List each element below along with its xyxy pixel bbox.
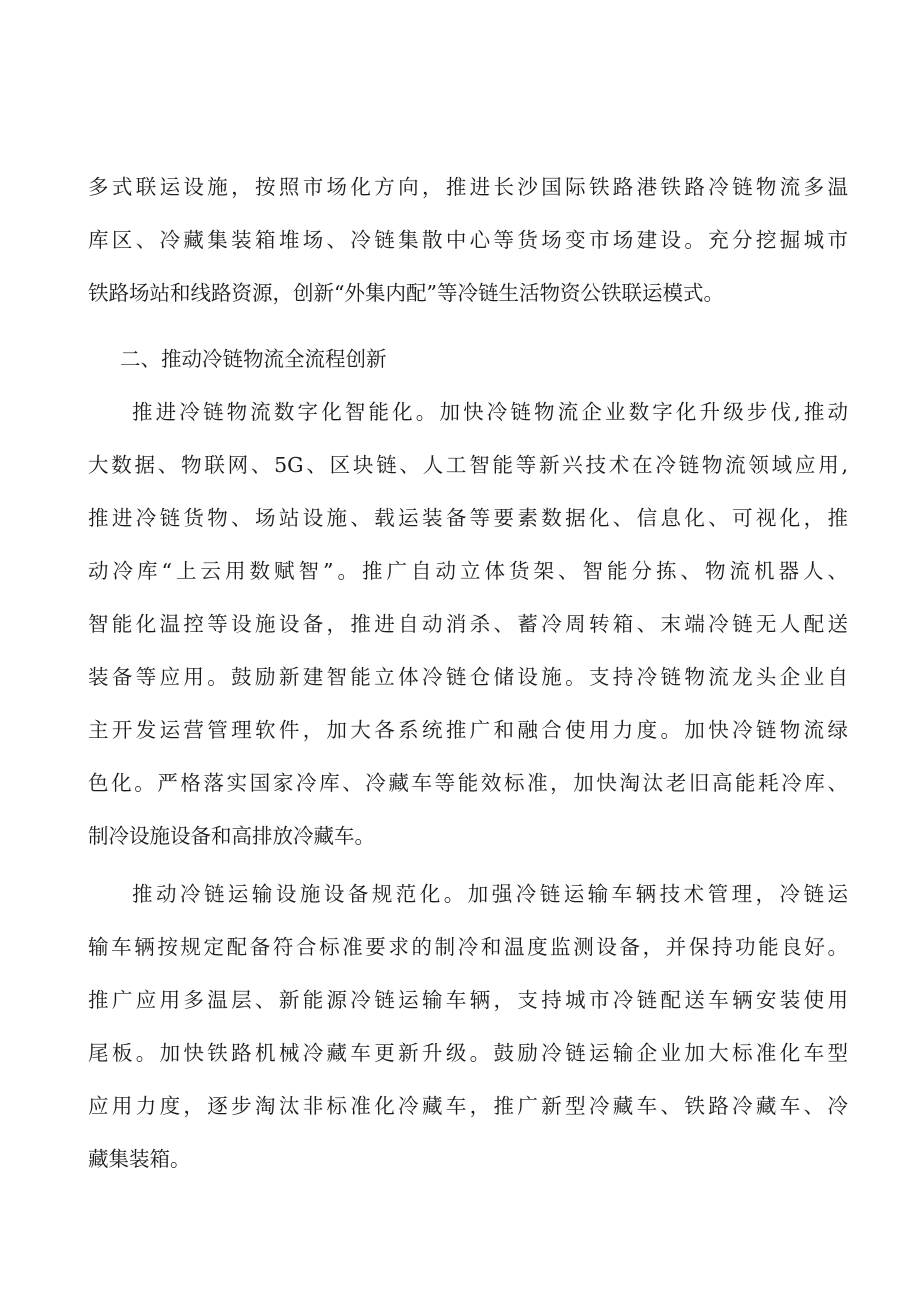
paragraph-line: 推广应用多温层、新能源冷链运输车辆，支持城市冷链配送车辆安装使用 — [88, 988, 848, 1012]
paragraph-line: 推进冷链货物、场站设施、载运装备等要素数据化、信息化、可视化，推 — [88, 506, 848, 530]
paragraph-line: 铁路场站和线路资源，创新“外集内配”等冷链生活物资公铁联运模式。 — [88, 281, 724, 305]
paragraph-line: 尾板。加快铁路机械冷藏车更新升级。鼓励冷链运输企业加大标准化车型 — [88, 1041, 848, 1065]
paragraph-line: 智能化温控等设施设备，推进自动消杀、蓄冷周转箱、末端冷链无人配送 — [88, 612, 848, 636]
paragraph-line: 色化。严格落实国家冷库、冷藏车等能效标准，加快淘汰老旧高能耗冷库、 — [88, 771, 848, 795]
paragraph-line: 藏集装箱。 — [88, 1147, 191, 1171]
paragraph-line: 应用力度，逐步淘汰非标准化冷藏车，推广新型冷藏车、铁路冷藏车、冷 — [88, 1094, 848, 1118]
paragraph-line: 库区、冷藏集装箱堆场、冷链集散中心等货场变市场建设。充分挖掘城市 — [88, 228, 848, 252]
section-heading: 二、推动冷链物流全流程创新 — [120, 347, 387, 371]
paragraph-line: 装备等应用。鼓励新建智能立体冷链仓储设施。支持冷链物流龙头企业自 — [88, 665, 848, 689]
paragraph-line: 大数据、物联网、5G、区块链、人工智能等新兴技术在冷链物流领域应用, — [88, 453, 848, 477]
paragraph-line: 动冷库“上云用数赋智”。推广自动立体货架、智能分拣、物流机器人、 — [88, 559, 848, 583]
paragraph-line: 推进冷链物流数字化智能化。加快冷链物流企业数字化升级步伐,推动 — [132, 400, 848, 424]
paragraph-line: 多式联运设施，按照市场化方向，推进长沙国际铁路港铁路冷链物流多温 — [88, 175, 848, 199]
paragraph-line: 制冷设施设备和高排放冷藏车。 — [88, 824, 375, 848]
paragraph-line: 推动冷链运输设施设备规范化。加强冷链运输车辆技术管理，冷链运 — [132, 882, 848, 906]
paragraph-line: 主开发运营管理软件，加大各系统推广和融合使用力度。加快冷链物流绿 — [88, 718, 848, 742]
paragraph-line: 输车辆按规定配备符合标准要求的制冷和温度监测设备，并保持功能良好。 — [88, 935, 848, 959]
